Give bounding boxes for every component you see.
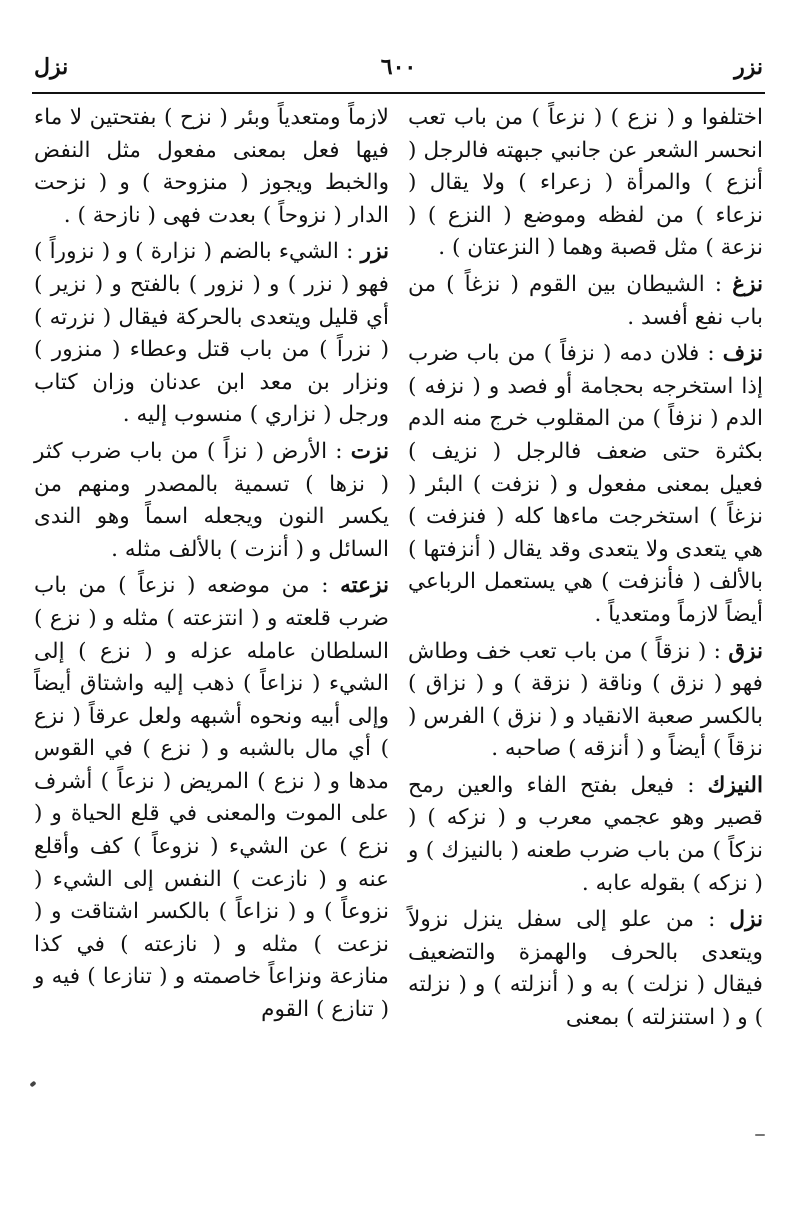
entry-text: : الأرض ( نزاً ) من باب ضرب كثر ( نزها ) تسمية بالمصدر ومنهم من يكسر النون ويجعله اسماً وهو الندى السائل و ( أنزت ) بالألف مثله . [34, 438, 389, 562]
entry-text: : فيعل بفتح الفاء والعين رمح قصير وهو عجمي معرب و ( نزكه ) ( نزكاً ) من باب ضرب طعنه ( بالنيزك ) و ( نزكه ) بقوله عابه . [408, 772, 763, 896]
headword: نزل [729, 907, 763, 933]
header-right-word: نزر [734, 54, 763, 80]
entry-text: لازماً ومتعدياً وبئر ( نزح ) بفتحتين لا ماء فيها فعل بمعنى مفعول مثل النفض والخبط ويجوز ( منزوحة ) و ( نزحت الدار ( نزوحاً ) بعدت فهى ( نازحة ) . [34, 105, 389, 228]
entry-text: : من علو إلى سفل ينزل نزولاً ويتعدى بالحرف والهمزة والتضعيف فيقال ( نزلت ) به و ( أنزلته ) و ( نزلته ) و ( استنزلته ) بمعنى [408, 907, 763, 1031]
entry [34, 236, 389, 432]
entry-text: : الشيطان بين القوم ( نزغاً ) من باب نفع أفسد . [408, 271, 763, 330]
entry [34, 436, 389, 566]
page-header [26, 50, 771, 92]
entry [408, 269, 763, 334]
headword: نزق [728, 638, 763, 664]
headword: نزعته [340, 573, 389, 599]
headword: نزت [350, 438, 389, 464]
entry [34, 102, 389, 232]
entry [408, 636, 763, 766]
header-left-word: نزل [34, 54, 69, 80]
scan-speck [29, 1081, 36, 1088]
entry-text: : الشيء بالضم ( نزارة ) و ( نزوراً ) فهو ( نزر ) و ( نزور ) بالفتح و ( نزير ) أي قليل ويتعدى بالحركة فيقال ( نزرته ) ( نزراً ) من باب قتل وعطاء ( منزور ) ونزار بن معد ابن عدنان وزان كتاب ورجل ( نزاري ) منسوب إليه . [34, 239, 389, 428]
headword: نزر [360, 239, 389, 265]
entry [408, 102, 763, 265]
right-column [34, 102, 389, 1039]
headword: النيزك [707, 772, 763, 798]
entry-text: : من موضعه ( نزعاً ) من باب ضرب قلعته و ( انتزعته ) مثله و ( نزع ) السلطان عامله عزله و ( نزع ) إلى الشيء ( نزاعاً ) ذهب إليه واشتاق أيضاً وإلى أبيه ونحوه أشبهه ولعل عرقاً ( نزع ) أي مال بالشبه و ( نزع ) في القوس مدها و ( نزع ) المريض ( نزعاً ) أشرف على الموت والمعنى في قلع الحياة و ( نزع ) عن الشيء ( نزوعاً ) كف وأقلع عنه و ( نازعت ) النفس إلى الشيء ( نزوعاً ) و ( نزاعاً ) بالكسر اشتاقت و ( نزعت ) مثله و ( نازعته ) في كذا منازعة ونزاعاً خاصمته و ( تنازعا ) فيه و ( تنازع ) القوم [34, 573, 389, 1023]
header-rule [32, 92, 765, 94]
scan-speck [755, 1134, 765, 1136]
entry-text: : ( نزقاً ) من باب تعب خف وطاش فهو ( نزق ) وناقة ( نزقة ) و ( نزاق ) بالكسر صعبة الانقياد و ( نزق ) الفرس ( نزقاً ) أيضاً و ( أنزقه ) صاحبه . [408, 638, 763, 762]
entry [408, 338, 763, 631]
entry [408, 770, 763, 900]
headword: نزف [722, 341, 763, 367]
left-column [408, 102, 763, 1039]
entry-text: اختلفوا و ( نزع ) ( نزعاً ) من باب تعب انحسر الشعر عن جانبي جبهته فالرجل ( أنزع ) والمرأة ( زعراء ) ولا يقال ( نزعاء ) من لفظه وموضع ( النزع ) ( نزعة ) مثل قصبة وهما ( النزعتان ) . [408, 105, 763, 261]
headword: نزغ [732, 271, 763, 297]
page-number: ٦٠٠ [380, 54, 417, 80]
entry [408, 904, 763, 1034]
text-columns [26, 102, 771, 1039]
entry [34, 570, 389, 1026]
entry-text: : فلان دمه ( نزفاً ) من باب ضرب إذا استخرجه بحجامة أو فصد و ( نزفه ) الدم ( نزفاً ) من المقلوب خرج منه الدم بكثرة حتى ضعف فالرجل ( نزيف ) فعيل بمعنى مفعول و ( نزفت ) البئر ( نزغاً ) استخرجت ماءها كله ( فنزفت ) هي يتعدى ولا يتعدى وقد يقال ( أنزفتها ) بالألف ( فأنزفت ) هي يستعمل الرباعي أيضاً لازماً ومتعدياً . [408, 341, 763, 627]
